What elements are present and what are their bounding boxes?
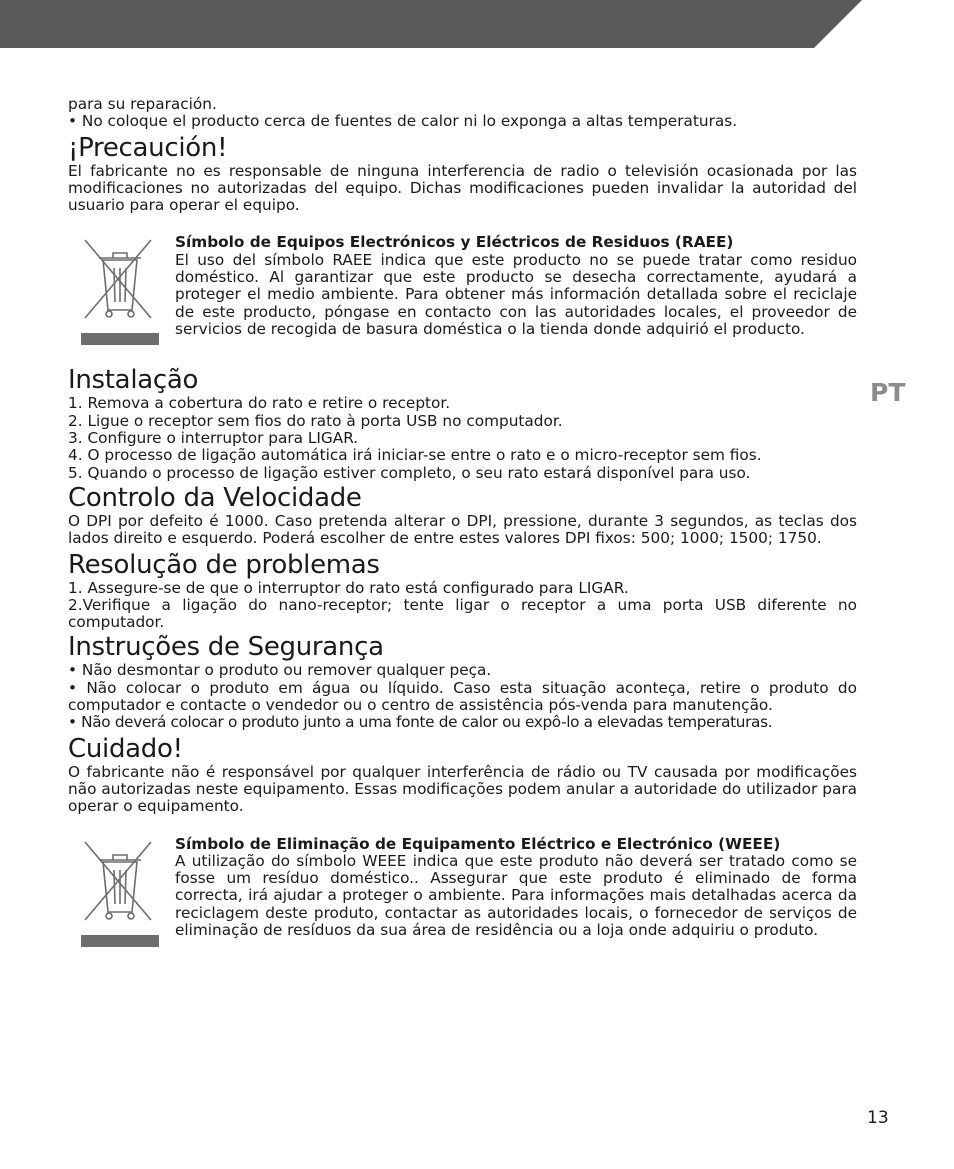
es-weee-block (68, 234, 857, 346)
list-item: • Não deverá colocar o produto junto a uma fonte de calor ou expô-lo a elevadas temperaturas. (68, 713, 773, 732)
crossed-bin-icon (81, 236, 159, 346)
crossed-bin-icon (81, 838, 159, 948)
install-steps (68, 395, 857, 481)
es-caution-text: El fabricante no es responsable de ninguna interferencia de radio o televisión ocasionada por las modificaciones no autorizadas del equipo. Dichas modificaciones pueden invalidar la autoridad del usuario para operar el equipo. (68, 161, 857, 215)
page-content (68, 96, 857, 948)
pt-caution-text: O fabricante não é responsável por qualquer interferência de rádio ou TV causada por modificações não autorizadas neste equipamento. Essas modificações podem anular a autoridade do utilizador para operar o equipamento. (68, 762, 857, 816)
trouble-heading: Resolução de problemas (68, 549, 380, 580)
list-item: • Não desmontar o produto ou remover qualquer peça. (68, 661, 492, 680)
pt-weee-title: Símbolo de Eliminação de Equipamento Eléctrico e Electrónico (WEEE) (175, 834, 781, 853)
pt-weee-block (68, 836, 857, 948)
speed-text: O DPI por defeito é 1000. Caso pretenda alterar o DPI, pressione, durante 3 segundos, as teclas dos lados direito e esquerdo. Poderá escolher de entre estes valores DPI fixos: 500; 1000; 1500; 1750. (68, 511, 857, 548)
speed-heading: Controlo da Velocidade (68, 482, 362, 513)
list-item: • Não colocar o produto em água ou líquido. Caso esta situação aconteça, retire o produto do computador e contacte o vendedor ou o centro de assistência pós-venda para manutenção. (68, 678, 857, 715)
es-weee-title: Símbolo de Equipos Electrónicos y Eléctricos de Residuos (RAEE) (175, 233, 734, 252)
page-number: 13 (867, 1108, 889, 1128)
list-item: 2. Ligue o receptor sem fios do rato à porta USB no computador. (68, 411, 563, 430)
list-item: 5. Quando o processo de ligação estiver completo, o seu rato estará disponível para uso. (68, 463, 751, 482)
es-caution-heading: ¡Precaución! (68, 132, 228, 163)
continuation-line: para su reparación. (68, 95, 217, 113)
pt-weee-text: A utilização do símbolo WEEE indica que este produto não deverá ser tratado como se fosse um resíduo doméstico.. Assegurar que este produto é eliminado de forma correcta, irá ajudar a proteger o ambiente. Para informações mais detalhadas acerca da reciclagem deste produto, contactar as autoridades locais, o fornecedor de serviços de eliminação de resíduos da sua área de residência ou a loja onde adquiriu o produto. (175, 851, 857, 940)
pt-caution-heading: Cuidado! (68, 733, 183, 764)
list-item: 4. O processo de ligação automática irá iniciar-se entre o rato e o micro-receptor sem fios. (68, 446, 762, 465)
list-item: 2.Verifique a ligação do nano-receptor; tente ligar o receptor a uma porta USB diferente no computador. (68, 595, 857, 632)
header-band (0, 0, 954, 48)
list-item: 1. Remova a cobertura do rato e retire o receptor. (68, 394, 451, 413)
install-heading: Instalação (68, 365, 199, 396)
es-weee-text: El uso del símbolo RAEE indica que este producto no se puede tratar como residuo doméstico. Al garantizar que este producto se desecha correctamente, ayudará a proteger el medio ambiente. Para obtener más información detallada sobre el reciclaje de este producto, póngase en contacto con las autoridades locales, el proveedor de servicios de recogida de basura doméstica o la tienda donde adquirió el producto. (175, 250, 857, 338)
list-item: 1. Assegure-se de que o interruptor do rato está configurado para LIGAR. (68, 578, 629, 597)
heat-bullet: • No coloque el producto cerca de fuentes de calor ni lo exponga a altas temperaturas. (68, 112, 738, 131)
safety-heading: Instruções de Segurança (68, 632, 384, 663)
language-tab: PT (870, 378, 906, 407)
trouble-steps (68, 580, 857, 632)
safety-items (68, 662, 857, 731)
list-item: 3. Configure o interruptor para LIGAR. (68, 429, 359, 448)
